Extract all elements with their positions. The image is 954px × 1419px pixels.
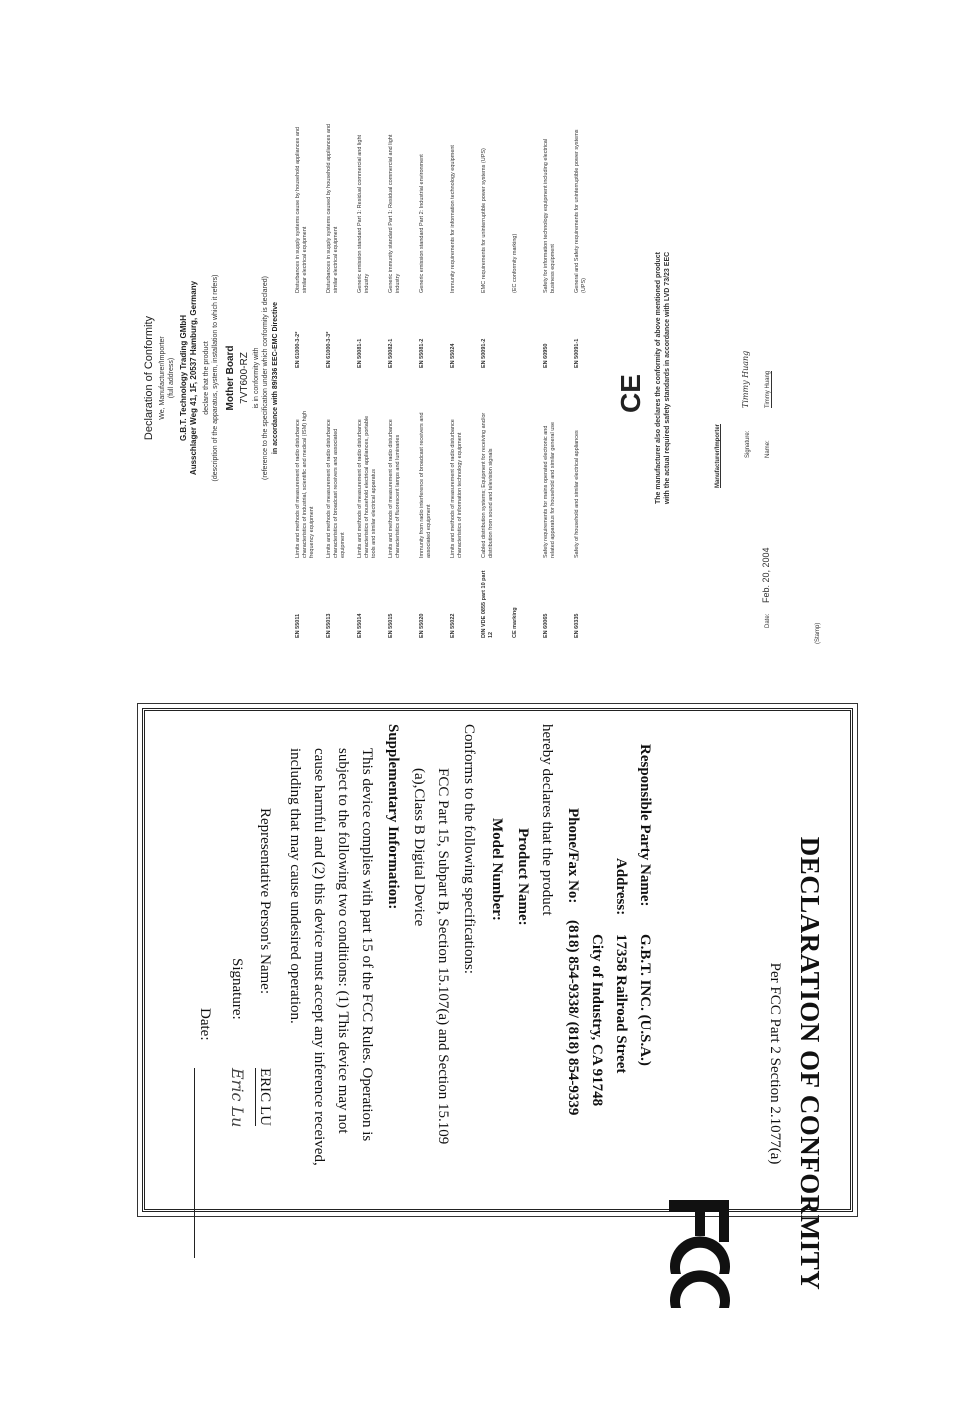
ec-standard-code-2: EN 50091-2: [481, 338, 487, 368]
ec-standard-code: EN 55015: [388, 613, 394, 638]
ec-standard-desc-2: Generic immunity standard Part 1: Residual commercial and light industry: [388, 134, 401, 293]
fcc-supp-line4: including that may cause undesired operation.: [287, 748, 303, 1024]
fcc-rep-label: Representative Person's Name:: [257, 808, 273, 994]
ec-standard-desc-2: General and Safety requirements for uninterruptible power systems (UPS): [574, 129, 587, 293]
ec-standard-desc-2: Disturbances in supply systems cause by household appliances and similar electrical equipment: [295, 126, 308, 293]
ec-product: Mother Board: [225, 345, 236, 411]
ec-standard-code-2: EN 55081-2: [419, 338, 425, 368]
fcc-subtitle: Per FCC Part 2 Section 2.1077(a): [767, 962, 783, 1165]
ec-declaration: [135, 108, 835, 648]
ce-mark-icon: CE: [615, 374, 646, 413]
ec-standard-code-2: EN 50091-1: [574, 338, 580, 368]
ec-standard-code: DIN VDE 0855 part 10 part 12: [481, 570, 494, 638]
ec-standard-desc-2: Safety for information technology equipment including electrical business equipment: [543, 138, 556, 293]
ec-standard-desc: Safety of household and similar electrical appliances: [574, 430, 580, 558]
fcc-supp-label: Supplementary Information:: [385, 724, 401, 910]
ec-standard-code-2: EN 60950: [543, 343, 549, 368]
fcc-supp-line3: cause harmful and (2) this device must accept any inference received,: [311, 748, 327, 1166]
ec-declares: declare that the product: [203, 341, 210, 415]
ec-standard-desc: Safety requirements for mains operated electronic and related apparatus for household and similar general use: [543, 421, 556, 558]
ec-standard-desc-2: Disturbances in supply systems caused by household appliances and similar electrical equipment: [326, 123, 339, 293]
ec-date-label: Date:: [765, 613, 771, 628]
ec-manufacturer-intro: We, Manufacturer/Importer: [159, 336, 166, 420]
ec-company: G.B.T. Technology Trading GMbH: [179, 314, 188, 442]
fcc-party-value: G.B.T. INC. (U.S.A.): [637, 934, 653, 1066]
ec-standard-desc: Immunity from radio interference of broadcast receivers and associated equipment: [419, 412, 432, 558]
fcc-party-label: Responsible Party Name:: [637, 744, 653, 907]
fcc-hereby: hereby declares that the product: [539, 724, 555, 916]
fcc-spec-line2: (a),Class B Digital Device: [411, 768, 427, 927]
ec-ce-statement-1: The manufacturer also declares the conformity of above mentioned product: [655, 251, 662, 505]
fcc-logo-icon: [665, 1196, 735, 1334]
ec-standard-desc: Limits and methods of measurement of radio disturbance characteristics of industrial, scientific and medical (ISM) high frequency equipment: [295, 410, 315, 558]
fcc-phone-label: Phone/Fax No:: [565, 808, 581, 904]
fcc-address-label: Address:: [613, 858, 629, 916]
ec-standard-code-2: EN 55024: [450, 343, 456, 368]
ec-signature-value: Timmy Huang: [741, 350, 750, 408]
fcc-date-line: [194, 1068, 195, 1258]
fcc-rep-value: ERIC LU: [257, 1068, 273, 1126]
ec-standard-desc: Limits and methods of measurement of radio disturbance characteristics of fluorescent lamps and luminaries: [388, 419, 401, 558]
ec-ce-statement-2: with the actual required safety standards in accordance with LVD 73/23 EEC: [664, 251, 671, 505]
ec-standard-code-2: EN 61000-3-3*: [326, 331, 332, 368]
ec-reference-note: (reference to the specification under which conformity is declared): [262, 276, 269, 480]
fcc-product-label: Product Name:: [515, 828, 531, 926]
ec-standard-code: EN 55022: [450, 613, 456, 638]
ec-standard-desc-2: Generic emission standard Part 1: Residual commercial and light industry: [357, 134, 370, 293]
fcc-declaration: [142, 708, 853, 1291]
ec-conformity-with: is in conformity with: [253, 347, 260, 409]
ec-address: Ausschlager Weg 41, 1F, 20537 Hamburg, Germany: [189, 280, 198, 476]
ec-standard-code: EN 55020: [419, 613, 425, 638]
ec-standard-code: EN 60065: [543, 613, 549, 638]
ec-standard-code: EN 55013: [326, 613, 332, 638]
fcc-address-line2: City of Industry, CA 91748: [589, 934, 605, 1107]
fcc-phone-value: (818) 854-9338/ (818) 854-9339: [565, 920, 581, 1116]
fcc-address-line1: 17358 Railroad Street: [613, 934, 629, 1074]
fcc-date-label: Date:: [197, 1008, 213, 1041]
fcc-spec-line1: FCC Part 15, Subpart B, Section 15.107(a) and Section 15.109: [435, 768, 451, 1145]
ec-standard-desc: Limits and methods of measurement of radio disturbance characteristics of household electrical appliances, portable tools and similar electrical apparatus: [357, 415, 377, 558]
ec-date-value: Feb. 20, 2004: [761, 547, 771, 603]
fcc-supp-line2: subject to the following two conditions: (1) This device may not: [335, 748, 351, 1134]
fcc-sig-label: Signature:: [229, 958, 245, 1020]
ec-standard-desc-2: (EC conformity marking): [512, 233, 518, 293]
ec-standard-code: EN 60335: [574, 613, 580, 638]
fcc-supp-line1: This device complies with part 15 of the FCC Rules. Operation is: [359, 748, 375, 1142]
ec-standard-code: EN 55011: [295, 613, 301, 638]
ec-standard-desc: Limits and methods of measurement of radio disturbance characteristics of information technology equipment: [450, 419, 463, 558]
fcc-conforms: Conforms to the following specifications:: [461, 724, 477, 974]
ec-directive: in accordance with 89/336 EEC-EMC Directive: [272, 301, 279, 455]
fcc-model-label: Model Number:: [489, 818, 505, 921]
ec-full-address: (full address): [168, 357, 175, 399]
ec-standard-desc-2: Immunity requirements for information technology equipment: [450, 145, 456, 293]
ec-manufacturer-label: Manufacturer/Importer: [715, 423, 721, 488]
fcc-title: DECLARATION OF CONFORMITY: [795, 836, 825, 1291]
ec-standard-code: CE marking: [512, 607, 518, 638]
ec-standard-code-2: EN 50081-1: [357, 338, 363, 368]
ec-signature-label: Signature:: [745, 430, 751, 458]
ec-standard-code-2: EN 61000-3-2*: [295, 331, 301, 368]
ec-standard-desc: Cabled distribution systems; Equipment for receiving and/or distribution from sound and television signals: [481, 412, 494, 558]
ec-model: 7VT600-RZ: [239, 352, 250, 404]
ec-footer: (Stamp): [815, 622, 821, 644]
ec-description-note: (description of the apparatus, system, installation to which it refers): [212, 274, 219, 482]
ec-standard-code: EN 55014: [357, 613, 363, 638]
ec-standard-code-2: EN 50082-1: [388, 338, 394, 368]
ec-standard-desc-2: EMC requirements for uninterruptible power systems (UPS): [481, 148, 487, 293]
ec-title: Declaration of Conformity: [143, 315, 155, 441]
ec-name-label: Name:: [765, 440, 771, 458]
ec-standard-desc-2: Generic emission standard Part 2: Industrial environment: [419, 154, 425, 293]
ec-standard-desc: Limits and methods of measurement of radio disturbance characteristics of broadcast receivers and associated equipment: [326, 419, 346, 558]
fcc-sig-value: Eric Lu: [228, 1068, 247, 1128]
ec-name-value: Timmy Huang: [765, 370, 771, 408]
